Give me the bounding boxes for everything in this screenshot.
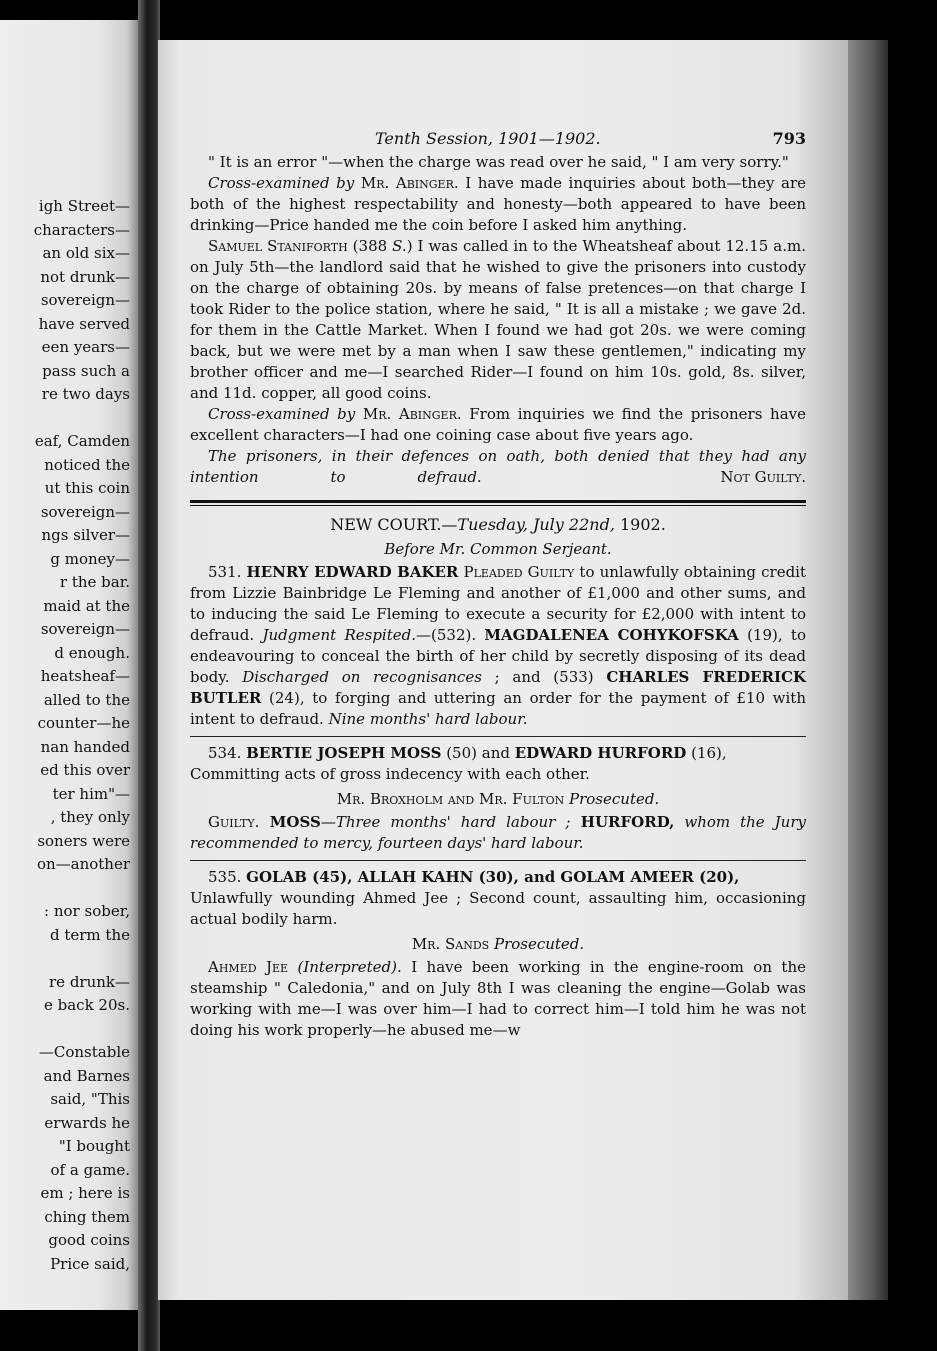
prosecution-line [190, 934, 806, 955]
left-page-line: re drunk— [49, 972, 130, 991]
left-page-line: r the bar. [59, 573, 130, 591]
left-page-line: em ; here is [40, 1184, 130, 1202]
left-page-line: : nor sober, [44, 902, 130, 920]
left-page-line: —Constable [38, 1043, 130, 1061]
left-page-line [0, 877, 130, 901]
before-line: Before Mr. Common Serjeant. [384, 540, 612, 558]
left-page-line [0, 407, 130, 431]
left-page-text [0, 195, 130, 1276]
case-text: to unlawfully obtaining credit from Lizzie Bainbridge Le Fleming and another of £1,000 and other sums, and to inducing the said Le Fleming to execute a security for £2,000 with intent to defraud. [190, 563, 807, 644]
case-divider [190, 860, 806, 861]
case-text: ; and (533) [481, 668, 607, 686]
left-page-line: sovereign— [40, 620, 130, 638]
case-number: 531. [208, 563, 247, 581]
prosecutor-names: Mr. Broxholm and Mr. Fulton [336, 790, 565, 808]
defendant-name: MOSS [259, 813, 321, 831]
left-page-line: soners were [37, 831, 130, 850]
case-text: (24), to forging and uttering an order for the payment of £10 with intent to defraud. [190, 689, 806, 728]
left-page-line: alled to the [43, 690, 130, 709]
left-page-line: d term the [49, 925, 130, 944]
case-number: 534. [208, 744, 247, 762]
left-page-line: and Barnes [43, 1066, 130, 1085]
left-page-line: ter him"— [52, 784, 130, 803]
prosecuted-label: Prosecuted. [489, 935, 585, 953]
interpreted-label: (Interpreted). [288, 958, 402, 976]
case-paragraph [190, 743, 806, 785]
paragraph [190, 404, 806, 446]
witness-ref-division: S. [392, 237, 407, 255]
defendant-names: GOLAB (45), ALLAH KAHN (30), and GOLAM AMEER (20), [246, 868, 740, 886]
case-text: (50) and [441, 744, 515, 762]
discharge: Discharged on recognisances [242, 668, 482, 686]
paragraph-text: I have made inquiries about both—they are both of the highest respectability and honesty—both appeared to have been drinking—Price handed me the coin before I asked him anything. [190, 174, 807, 234]
defence-note: The prisoners, in their defences on oath, both denied that they had any intention to defraud. [190, 447, 806, 486]
plea: Pleaded Guilty [458, 563, 575, 581]
prosecutor-names: Mr. Sands [411, 935, 490, 953]
judgment: Judgment Respited. [262, 626, 416, 644]
paragraph [190, 236, 806, 404]
sentence: whom the Jury recommended to mercy, fourteen days' hard labour. [190, 813, 806, 852]
left-page-line: heatsheaf— [40, 667, 130, 685]
paragraph [190, 957, 806, 1041]
court-name: NEW COURT.— [330, 515, 458, 534]
page-number: 793 [772, 129, 806, 148]
verdict: Guilty. [208, 813, 260, 831]
left-page-line: e back 20s. [43, 996, 130, 1014]
left-page-line: of a game. [50, 1160, 130, 1179]
defendant-name: HURFORD, [570, 813, 675, 831]
left-page-line: on—another [36, 855, 130, 873]
left-page-line [0, 1018, 130, 1042]
left-page-line: erwards he [44, 1113, 130, 1132]
left-page-line: ngs silver— [41, 526, 130, 544]
verdict-paragraph [190, 812, 806, 854]
paragraph [190, 446, 806, 488]
left-page-line: not drunk— [40, 267, 130, 286]
sentence: Nine months' hard labour. [328, 710, 528, 728]
witness-ref-close: ) [406, 237, 413, 255]
cross-examined-label: Cross-examined by [208, 405, 356, 423]
case-divider [190, 736, 806, 737]
case-text: —(532). [416, 626, 485, 644]
defendant-name: CHARLES FREDERICK BUTLER [190, 668, 806, 707]
counsel-name: Mr. Abinger. [360, 174, 459, 192]
left-page-line: ed this over [40, 761, 130, 779]
left-page-line: , they only [50, 808, 130, 826]
prosecuted-label: Prosecuted. [564, 790, 660, 808]
left-page-line: g money— [50, 549, 130, 568]
paragraph-text: I have been working in the engine-room on the steamship " Caledonia," and on July 8th I was cleaning the engine—Golab was working with me—I was over him—I had to correct him—I told him he was not doing his work properly—he abused me—w [190, 958, 806, 1039]
left-page-line: ching them [44, 1207, 130, 1226]
book-gutter [138, 0, 160, 1351]
left-page-line: characters— [33, 220, 130, 239]
prosecution-line [190, 789, 806, 810]
sentence: —Three months' hard labour ; [320, 813, 571, 831]
left-page-line: noticed the [44, 455, 130, 474]
defendant-name: BERTIE JOSEPH MOSS [246, 744, 442, 762]
left-page-line: igh Street— [38, 197, 130, 215]
left-page-line: nan handed [40, 737, 130, 756]
court-year: 1902. [614, 515, 666, 534]
counsel-name: Mr. Abinger. [362, 405, 462, 423]
case-number: 535. [208, 868, 247, 886]
left-page-line: d enough. [54, 643, 130, 662]
left-page-line: said, "This [50, 1090, 130, 1108]
paragraph-text: I was called in to the Wheatsheaf about 12.15 a.m. on July 5th—the landlord said that he wished to give the prisoners into custody on the charge of obtaining 20s. by means of false pretences—on that charge I took Rider to the police station, where he said, " It is all a mistake ; we gave 2d. for them in the Cattle Market. When I found we had got 20s. we were coming back, but we were met by a man when I saw these gentlemen," indicating my brother officer and me—I searched Rider—I found on him 10s. gold, 8s. silver, and 11d. copper, all good coins. [190, 237, 806, 402]
left-page-line: maid at the [43, 596, 130, 615]
left-page [0, 20, 138, 1310]
left-page-line: have served [38, 314, 130, 333]
left-page-line: pass such a [42, 361, 130, 380]
left-page-line: sovereign— [40, 291, 130, 309]
case-paragraph [190, 867, 806, 930]
left-page-line: eaf, Camden [34, 432, 130, 450]
witness-name: Samuel Staniforth [208, 237, 348, 255]
case-text: (16), [686, 744, 727, 762]
paragraph [190, 173, 806, 236]
left-page-line: good coins [48, 1231, 130, 1249]
cross-examined-label: Cross-examined by [208, 174, 355, 192]
paragraph-text: From inquiries we find the prisoners have excellent characters—I had one coining case about five years ago. [190, 405, 806, 444]
section-divider [190, 500, 806, 506]
left-page-line: ut this coin [44, 479, 130, 497]
left-page-line: an old six— [42, 244, 130, 262]
page-edge [848, 40, 888, 1300]
left-page-line: een years— [41, 338, 130, 356]
defendant-name: HENRY EDWARD BAKER [246, 563, 459, 581]
charge: Committing acts of gross indecency with each other. [190, 765, 590, 783]
case-text: (19), to endeavouring to conceal the birth of her child by secretly disposing of its dead body. [190, 626, 806, 686]
left-page-line: re two days [41, 385, 130, 403]
case-paragraph [190, 562, 806, 730]
verdict: Not Guilty. [720, 468, 806, 486]
paragraph [190, 152, 806, 173]
paragraph-text: " It is an error "—when the charge was read over he said, " I am very sorry." [208, 153, 789, 171]
court-heading [190, 514, 806, 535]
left-page-line: "I bought [58, 1137, 130, 1155]
defendant-name: MAGDALENEA COHYKOFSKA [484, 626, 739, 644]
witness-name: Ahmed Jee [208, 958, 289, 976]
charge: Unlawfully wounding Ahmed Jee ; Second count, assaulting him, occasioning actual bodily harm. [190, 889, 806, 928]
left-page-line [0, 947, 130, 971]
court-date: Tuesday, July 22nd, [457, 515, 615, 534]
witness-ref: (388 [347, 237, 393, 255]
left-page-line: Price said, [50, 1254, 130, 1273]
left-page-line: counter—he [37, 714, 130, 732]
running-head [190, 128, 806, 152]
defendant-name: EDWARD HURFORD [514, 744, 687, 762]
running-title: Tenth Session, 1901—1902. [375, 129, 601, 148]
left-page-line: sovereign— [40, 502, 130, 521]
page-content [190, 128, 806, 1041]
